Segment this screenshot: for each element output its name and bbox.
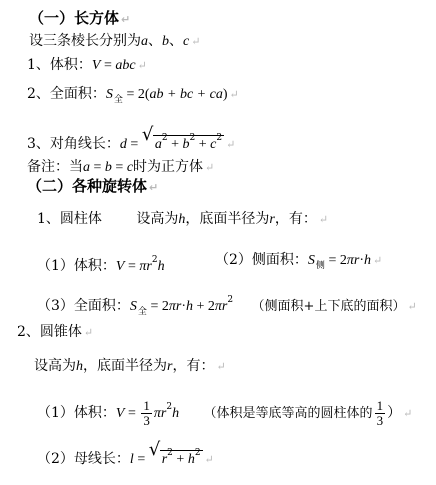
paragraph-mark-icon: ↵ [229, 88, 239, 101]
paragraph-mark-icon: ↵ [407, 300, 417, 313]
cone-slant-height-formula: （2）母线长：l = √ $r^2 + h^2$ ↵ [37, 443, 214, 470]
cylinder-heading: 1、圆柱体 设高为h，底面半径为r，有： ↵ [37, 211, 329, 227]
paragraph-mark-icon: ↵ [216, 360, 226, 373]
cylinder-volume-formula: （1）体积：$V = \pi r^2h$ [37, 255, 165, 274]
radical-icon: √ [148, 439, 161, 460]
cuboid-intro: 设三条棱长分别为a、b、c ↵ [29, 33, 201, 49]
cuboid-diagonal-formula: 3、对角线长：d = √ $a^2 + b^2 + c^2$ ↵ [27, 128, 235, 155]
cone-heading: 2、圆锥体 ↵ [17, 324, 94, 340]
fraction-one-third: $\frac{1}{3}$ [143, 397, 150, 428]
square-root: √ $a^2 + b^2 + c^2$ [141, 124, 223, 152]
paragraph-mark-icon: ↵ [83, 326, 94, 339]
square-root: √ $r^2 + h^2$ [148, 439, 201, 467]
paragraph-mark-icon: ↵ [205, 161, 215, 174]
section-title: 长方体 [74, 9, 120, 27]
cone-volume-formula: （1）体积：V = $\frac{1}{3}$ $\pi r^2h$ （体积是等底等高的圆柱体的 $\frac{1}{3}$ ） ↵ [37, 397, 413, 428]
paragraph-mark-icon: ↵ [372, 254, 383, 267]
section-heading-cuboid [29, 8, 130, 30]
fraction-one-third: $\frac{1}{3}$ [376, 397, 384, 428]
paragraph-mark-icon: ↵ [226, 138, 236, 151]
section-number: （一） [29, 9, 75, 27]
paragraph-mark-icon: ↵ [318, 213, 329, 226]
cuboid-surface-area-formula: 2、全面积：$S_全 = 2(ab$ + bc + ca) ↵ [27, 86, 239, 105]
cylinder-lateral-area-formula: （2）侧面积：$S_侧 = 2\pi r\cdot h$ ↵ [215, 252, 383, 271]
paragraph-mark-icon: ↵ [191, 35, 201, 48]
paragraph-mark-icon: ↵ [149, 181, 159, 194]
section-heading-solids-of-revolution [27, 176, 158, 198]
radical-icon: √ [141, 124, 154, 145]
cuboid-volume-formula: 1、体积：V = abc ↵ [27, 57, 147, 73]
paragraph-mark-icon: ↵ [403, 407, 413, 420]
section-title: 各种旋转体 [72, 177, 148, 195]
paragraph-mark-icon: ↵ [121, 13, 131, 26]
section-number: （二） [27, 177, 73, 195]
cube-note: 备注：当a = b = c时为正方体 ↵ [27, 159, 215, 175]
cone-intro: 设高为h，底面半径为r，有： ↵ [34, 358, 226, 374]
paragraph-mark-icon: ↵ [204, 453, 214, 466]
paragraph-mark-icon: ↵ [137, 59, 147, 72]
cylinder-surface-area-formula: （3）全面积：$S_全 = 2\pi r\cdot h + 2\pi r^2$ （侧面积+上下底的面积） ↵ [37, 295, 417, 317]
